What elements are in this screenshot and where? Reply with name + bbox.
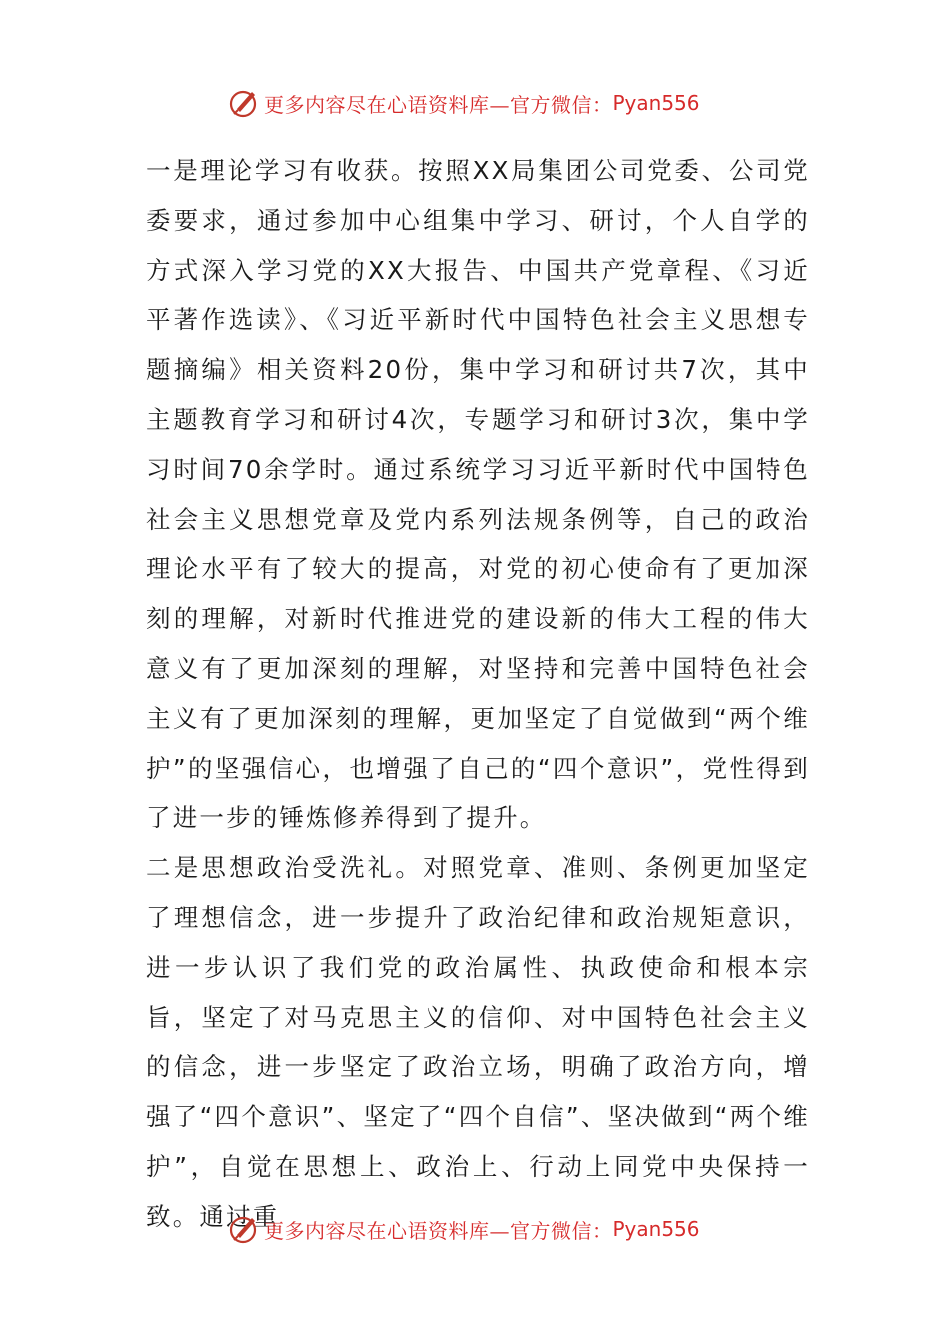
header-banner (228, 86, 700, 120)
quill-seal-icon (228, 87, 260, 119)
paragraph-political-thought: 二是思想政治受洗礼。对照党章、准则、条例更加坚定了理想信念，进一步提升了政治纪律和政治规矩意识，进一步认识了我们党的政治属性、执政使命和根本宗旨，坚定了对马克思主义的信仰、对中国特色社会主义的信念，进一步坚定了政治立场，明确了政治方向，增强了“四个意识”、坚定了“四个自信”、坚决做到“两个维护”，自觉在思想上、政治上、行动上同党中央保持一致。通过重 (146, 853, 810, 1231)
paragraph-theory-study: 一是理论学习有收获。按照XX局集团公司党委、公司党委要求，通过参加中心组集中学习、研讨，个人自学的方式深入学习党的XX大报告、中国共产党章程、《习近平著作选读》、《习近平新时代中国特色社会主义思想专题摘编》相关资料20份，集中学习和研讨共7次，其中主题教育学习和研讨4次，专题学习和研讨3次，集中学习时间70余学时。通过系统学习习近平新时代中国特色社会主义思想党章及党内系列法规条例等，自己的政治理论水平有了较大的提高，对党的初心使命有了更加深刻的理解，对新时代推进党的建设新的伟大工程的伟大意义有了更加深刻的理解，对坚持和完善中国特色社会主义有了更加深刻的理解，更加坚定了自觉做到“两个维护”的坚强信心，也增强了自己的“四个意识”，党性得到了进一步的锤炼修养得到了提升。 (146, 156, 810, 833)
banner-text: 更多内容尽在心语资料库—官方微信： (264, 92, 613, 117)
quill-seal-icon (228, 1213, 260, 1245)
banner-text: 更多内容尽在心语资料库—官方微信： (264, 1218, 613, 1243)
wechat-id: Pyan556 (612, 91, 700, 115)
document-body (146, 146, 810, 1242)
footer-banner (228, 1212, 700, 1246)
wechat-id: Pyan556 (612, 1217, 700, 1241)
